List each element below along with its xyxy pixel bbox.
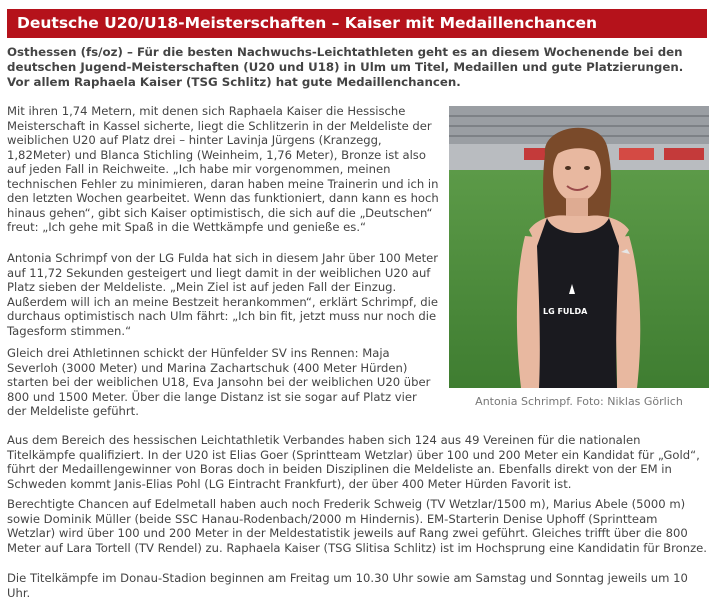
paragraph-huenfeld: Gleich drei Athletinnen schickt der Hünfelder SV ins Rennen: Maja Severloh (3000 Meter) und Marina Zachartschuk (400 Meter Hürden) starten bei der weiblichen U18, Eva Jansohn bei der weiblichen U20 über 800 und 1500 Meter. Über die lange Distanz ist sie sogar auf Platz vier der Meldeliste geführt. — [7, 346, 431, 418]
paragraph-hessen: Aus dem Bereich des hessischen Leichtathletik Verbandes haben sich 124 aus 49 Vereinen für die nationalen Titelkämpfe qualifiziert. In der U20 ist Elias Goer (Sprintteam Wetzlar) über 100 und 200 Meter ein Kandidat für „Gold“, führt der Medaillengewinner von Boras doch in beiden Disziplinen die Meldeliste an. Ebenfalls direkt von der EM in Schweden kommt Janis-Elias Pohl (LG Eintracht Frankfurt), der über 400 Meter Hürden Favorit ist. — [7, 433, 700, 491]
paragraph-schedule: Die Titelkämpfe im Donau-Stadion beginnen am Freitag um 10.30 Uhr sowie am Samstag und Sonntag jeweils um 10 Uhr. — [7, 571, 688, 600]
paragraph-chancen: Berechtigte Chancen auf Edelmetall haben auch noch Frederik Schweig (TV Wetzlar/1500 m), Marius Abele (5000 m) sowie Dominik Müller (beide SSC Hanau-Rodenbach/2000 m Hindernis). EM-Starterin Denise Uphoff (Sprintteam Wetzlar) wird über 100 und 200 Meter in der Meldestatistik jeweils auf Rang zwei geführt. Gleiches trifft über die 800 Meter auf Lara Tortell (TV Rendel) zu. Raphaela Kaiser (TSG Slitisa Schlitz) ist im Hochsprung eine Kandidatin für Bronze. — [7, 497, 707, 555]
athlete-photo-illustration — [449, 106, 709, 388]
photo-caption: Antonia Schrimpf. Foto: Niklas Görlich — [475, 395, 683, 408]
athlete-photo — [449, 106, 709, 388]
article-lead: Osthessen (fs/oz) – Für die besten Nachwuchs-Leichtathleten geht es an diesem Wochenende bei den deutschen Jugend-Meisterschaften (U20 und U18) in Ulm um Titel, Medaillen und gute Platzierungen. Vor allem Raphaela Kaiser (TSG Schlitz) hat gute Medaillenchancen. — [7, 45, 684, 89]
paragraph-schrimpf: Antonia Schrimpf von der LG Fulda hat sich in diesem Jahr über 100 Meter auf 11,72 Sekunden gesteigert und liegt damit in der weiblichen U20 auf Platz sieben der Meldeliste. „Mein Ziel ist auf jeden Fall der Einzug. Außerdem will ich an meine Bestzeit herankommen“, erklärt Schrimpf, die durchaus optimistisch nach Ulm fährt: „Ich bin fit, jetzt muss nur noch die Tagesform stimmen.“ — [7, 251, 439, 338]
shirt-logo-text: LG FULDA — [543, 307, 588, 316]
paragraph-kaiser: Mit ihren 1,74 Metern, mit denen sich Raphaela Kaiser die Hessische Meisterschaft in Kassel sicherte, liegt die Schlitzerin in der Meldeliste der weiblichen U20 auf Platz drei – hinter Lavinja Jürgens (Kranzegg, 1,82Meter) und Blanca Stichling (Weinheim, 1,76 Meter), Bronze ist also auf jeden Fall in Reichweite. „Ich habe mir vorgenommen, meinen technischen Fehler zu minimieren, daran haben meine Trainerin und ich in den letzten Wochen gearbeitet. Wenn das funktioniert, dann kann es hoch hinaus gehen“, gibt sich Kaiser optimistisch, die sich auf die „Deutschen“ freut: „Ich gehe mit Spaß in die Wettkämpfe und genieße es.“ — [7, 104, 439, 234]
article-title: Deutsche U20/U18-Meisterschaften – Kaiser mit Medaillenchancen — [7, 9, 707, 38]
